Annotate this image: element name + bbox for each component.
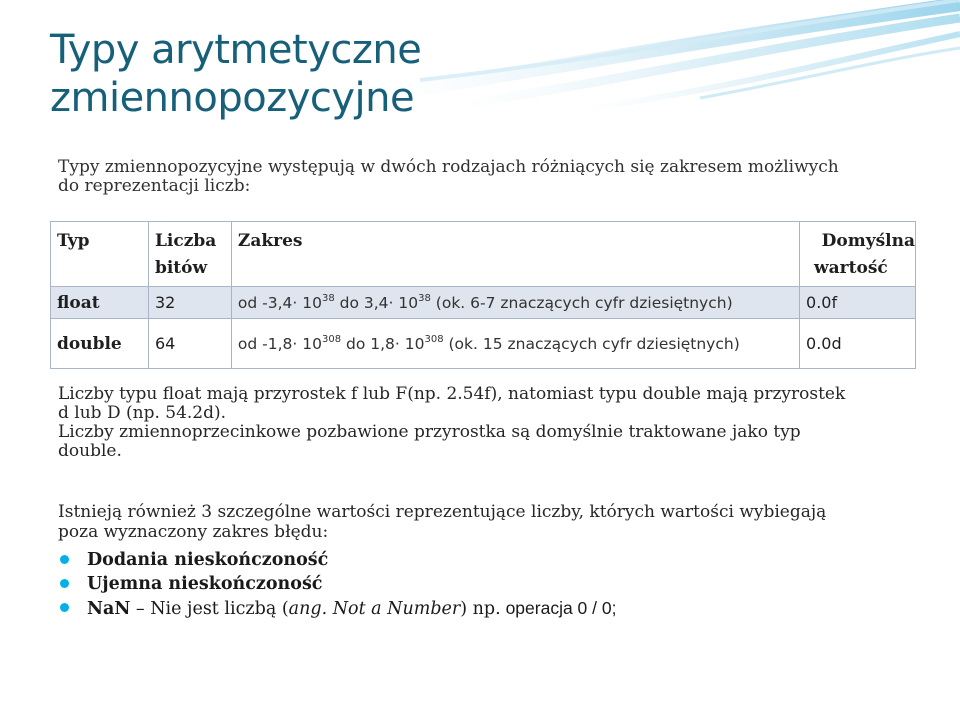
- range-float-a: od -3,4· 10: [237, 293, 322, 312]
- range-double-exp-a: 308: [321, 333, 342, 345]
- type-float: float: [51, 287, 149, 319]
- header-default: [800, 222, 916, 287]
- range-double-exp-b: 308: [424, 333, 444, 345]
- nan-desc-a: – Nie jest liczbą (: [130, 599, 289, 619]
- suffix-note-line-4: double.: [58, 441, 122, 461]
- intro-paragraph: [58, 158, 908, 196]
- range-double-a: od -1,8· 10: [237, 334, 322, 353]
- range-float-b: do 3,4· 10: [334, 293, 419, 312]
- bullet-icon: [60, 579, 69, 588]
- bullet-icon: [60, 555, 69, 564]
- nan-label: NaN: [87, 599, 131, 619]
- range-double: [231, 319, 799, 369]
- range-float: [231, 287, 799, 319]
- list-item: [58, 549, 918, 573]
- special-values-intro: [58, 502, 918, 542]
- header-type: Typ: [51, 222, 149, 287]
- header-bits-line-1: Liczba: [154, 231, 217, 251]
- title-line-2: zmiennopozycyjne: [50, 75, 415, 121]
- table-row: [51, 319, 916, 369]
- range-float-exp-b: 38: [418, 292, 431, 304]
- suffix-note-line-2: d lub D (np. 54.2d).: [58, 403, 227, 423]
- header-bits-line-2: bitów: [154, 258, 208, 278]
- header-range: Zakres: [231, 222, 799, 287]
- type-double: double: [51, 319, 149, 369]
- header-bits: [148, 222, 231, 287]
- float-types-table: [50, 221, 916, 369]
- suffix-note: [58, 385, 918, 461]
- bits-float: 32: [148, 287, 231, 319]
- table-row: [51, 287, 916, 319]
- range-float-exp-a: 38: [321, 292, 335, 304]
- bullet-icon: [60, 603, 69, 612]
- table-header-row: [51, 222, 916, 287]
- positive-infinity-label: Dodania nieskończoność: [87, 550, 329, 570]
- nan-full-name: Not a Number: [332, 599, 461, 619]
- special-line-1: Istnieją również 3 szczególne wartości reprezentujące liczby, których wartości wybiegają: [58, 502, 827, 522]
- bits-double: 64: [148, 319, 231, 369]
- special-values-list: [58, 549, 918, 621]
- intro-line-2: do reprezentacji liczb:: [58, 176, 251, 196]
- negative-infinity-label: Ujemna nieskończoność: [87, 574, 323, 594]
- suffix-note-line-1: Liczby typu float mają przyrostek f lub F(np. 2.54f), natomiast typu double mają przyrostek: [58, 384, 846, 404]
- nan-example: operacja 0 / 0;: [500, 598, 617, 618]
- slide-title: [50, 26, 670, 122]
- list-item: [58, 573, 918, 597]
- range-float-c: (ok. 6-7 znaczących cyfr dziesiętnych): [430, 293, 733, 312]
- default-double: 0.0d: [800, 319, 916, 369]
- default-float: 0.0f: [800, 287, 916, 319]
- nan-ang: ang.: [288, 599, 328, 619]
- range-double-c: (ok. 15 znaczących cyfr dziesiętnych): [443, 334, 740, 353]
- nan-desc-c: ) np.: [460, 599, 501, 619]
- header-default-line-1: Domyślna: [821, 231, 915, 251]
- special-line-2: poza wyznaczony zakres błędu:: [58, 522, 329, 542]
- range-double-b: do 1,8· 10: [341, 334, 425, 353]
- intro-line-1: Typy zmiennopozycyjne występują w dwóch rodzajach różniących się zakresem możliwych: [58, 157, 839, 177]
- title-line-1: Typy arytmetyczne: [50, 27, 422, 73]
- suffix-note-line-3: Liczby zmiennoprzecinkowe pozbawione przyrostka są domyślnie traktowane jako typ: [58, 422, 801, 442]
- header-default-line-2: wartość: [814, 258, 888, 278]
- list-item: [58, 597, 918, 621]
